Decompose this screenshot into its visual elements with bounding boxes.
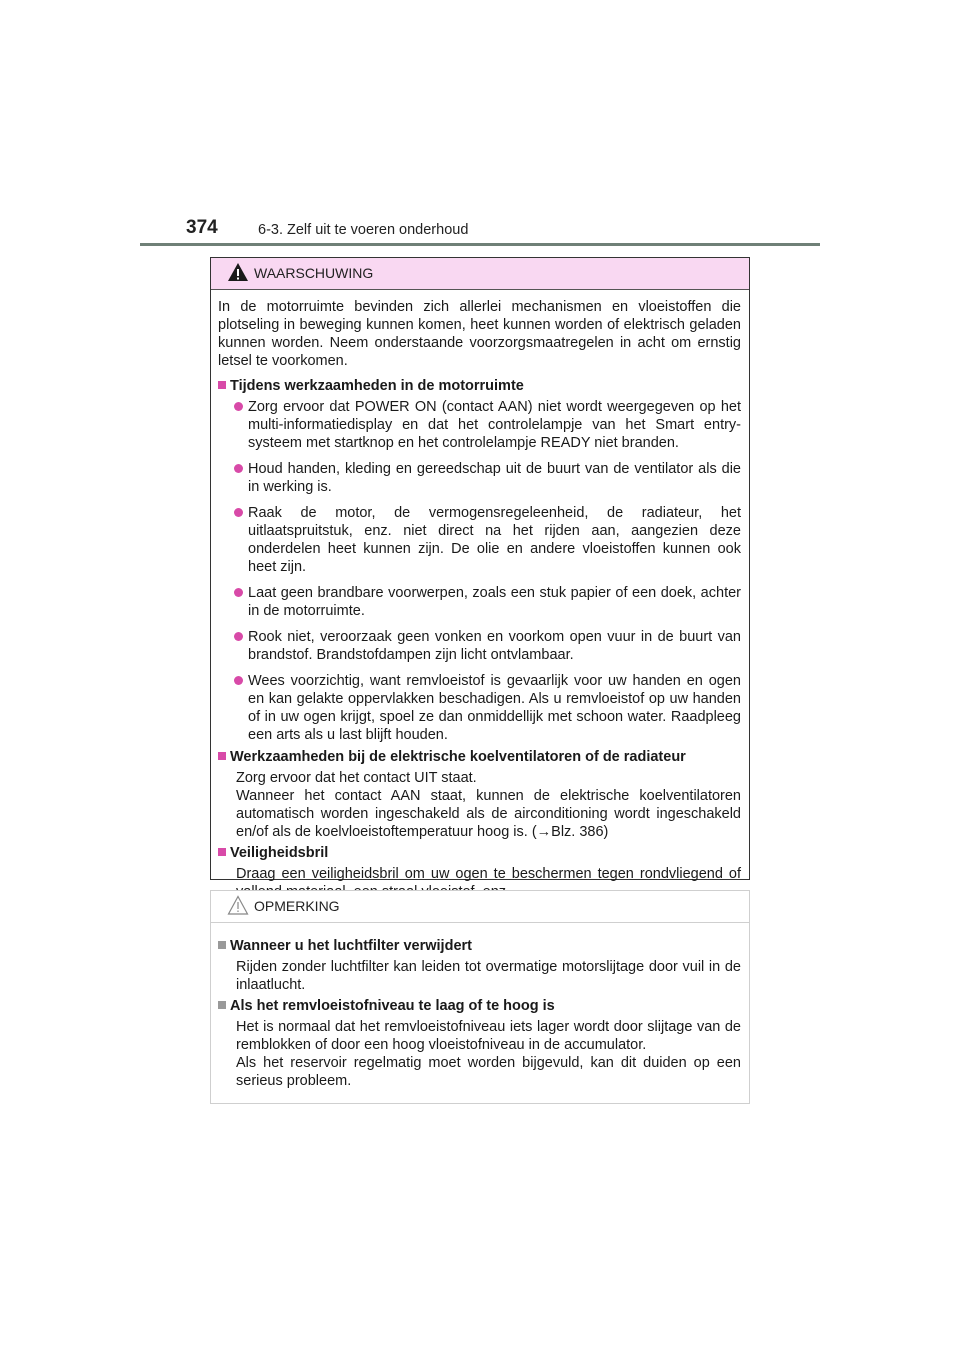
section-heading-text: Veiligheidsbril: [230, 845, 329, 861]
header-rule: [140, 243, 820, 246]
list-item-text: Houd handen, kleding en gereedschap uit de buurt van de ventilator als die in werking is.: [248, 461, 741, 495]
square-bullet-icon: [218, 1001, 226, 1009]
warning-intro: In de motorruimte bevinden zich allerlei mechanismen en vloeistoffen die plotseling in beweging kunnen komen, heet kunnen worden of elektrisch geladen kunnen worden. Neem onderstaande voorzorgsmaatregelen in acht om ernstig letsel te voorkomen.: [218, 299, 741, 369]
round-bullet-icon: [234, 676, 243, 685]
caution-triangle-icon: [227, 895, 249, 915]
section-heading: [218, 377, 741, 395]
section-body: Het is normaal dat het remvloeistofniveau iets lager wordt door slijtage van de remblokken of door een hoog vloeistofniveau in de accumulator. Als het reservoir regelmatig moet worden bijgevuld, kan dit duiden op een serieus probleem.: [236, 1019, 741, 1089]
note-header: [211, 891, 749, 923]
section-heading-text: Tijdens werkzaamheden in de motorruimte: [230, 378, 524, 394]
round-bullet-icon: [234, 588, 243, 597]
warning-triangle-icon: [227, 262, 249, 282]
warning-box: [210, 257, 750, 880]
warning-label: WAARSCHUWING: [254, 265, 374, 281]
list-item-text: Raak de motor, de vermogensregeleenheid, de radiateur, het uitlaatspruitstuk, enz. niet direct na het rijden aan, aangezien deze onderdelen heet kunnen zijn. De olie en andere vloeistoffen kunnen ook heet zijn.: [248, 505, 741, 575]
warning-header: [211, 258, 749, 290]
square-bullet-icon: [218, 752, 226, 760]
round-bullet-icon: [234, 464, 243, 473]
square-bullet-icon: [218, 848, 226, 856]
section-heading: [218, 844, 741, 862]
section-body: Rijden zonder luchtfilter kan leiden tot overmatige motorslijtage door vuil in de inlaatlucht.: [236, 959, 741, 993]
round-bullet-icon: [234, 402, 243, 411]
section-heading-text: Als het remvloeistofniveau te laag of te hoog is: [230, 998, 555, 1014]
list-item: [218, 504, 741, 576]
section-title: 6-3. Zelf uit te voeren onderhoud: [258, 222, 469, 238]
section-body: Zorg ervoor dat het contact UIT staat. Wanneer het contact AAN staat, kunnen de elektrische koelventilatoren automatisch worden ingeschakeld als de airconditioning wordt ingeschakeld en/of als de koelvloeistoftemperatuur hoog is. (→Blz. 386): [236, 770, 741, 840]
section-heading-text: Werkzaamheden bij de elektrische koelventilatoren of de radiateur: [230, 749, 686, 765]
note-label: OPMERKING: [254, 898, 340, 914]
page-header: [140, 214, 820, 246]
section-heading-text: Wanneer u het luchtfilter verwijdert: [230, 938, 472, 954]
section-heading: [218, 937, 741, 955]
list-item: [218, 460, 741, 496]
list-item-text: Laat geen brandbare voorwerpen, zoals een stuk papier of een doek, achter in de motorruimte.: [248, 585, 741, 619]
section-body: Draag een veiligheidsbril om uw ogen te beschermen tegen rondvliegend of: [236, 866, 741, 882]
round-bullet-icon: [234, 508, 243, 517]
list-item-text: Zorg ervoor dat POWER ON (contact AAN) niet wordt weergegeven op het multi-informatiedisplay en dat het controlelampje van het Smart entry-systeem met startknop en het controlelampje READY niet branden.: [248, 399, 741, 451]
section-heading: [218, 997, 741, 1015]
list-item: [218, 584, 741, 620]
section-heading: [218, 748, 741, 766]
square-bullet-icon: [218, 941, 226, 949]
list-item-text: Wees voorzichtig, want remvloeistof is gevaarlijk voor uw handen en ogen en kan gelakte oppervlakken beschadigen. Als u remvloeistof op uw handen of in uw ogen krijgt, spoel ze dan onmiddellijk met schoon water. Raadpleeg een arts als u last blijft houden.: [248, 673, 741, 743]
note-content: [211, 923, 749, 1090]
square-bullet-icon: [218, 381, 226, 389]
round-bullet-icon: [234, 632, 243, 641]
warning-content: [211, 290, 749, 901]
list-item: [218, 672, 741, 744]
list-item: [218, 628, 741, 664]
list-item: [218, 398, 741, 452]
note-box: [210, 890, 750, 1104]
list-item-text: Rook niet, veroorzaak geen vonken en voorkom open vuur in de buurt van brandstof. Brandstofdampen zijn licht ontvlambaar.: [248, 629, 741, 663]
page-number: 374: [186, 217, 218, 238]
